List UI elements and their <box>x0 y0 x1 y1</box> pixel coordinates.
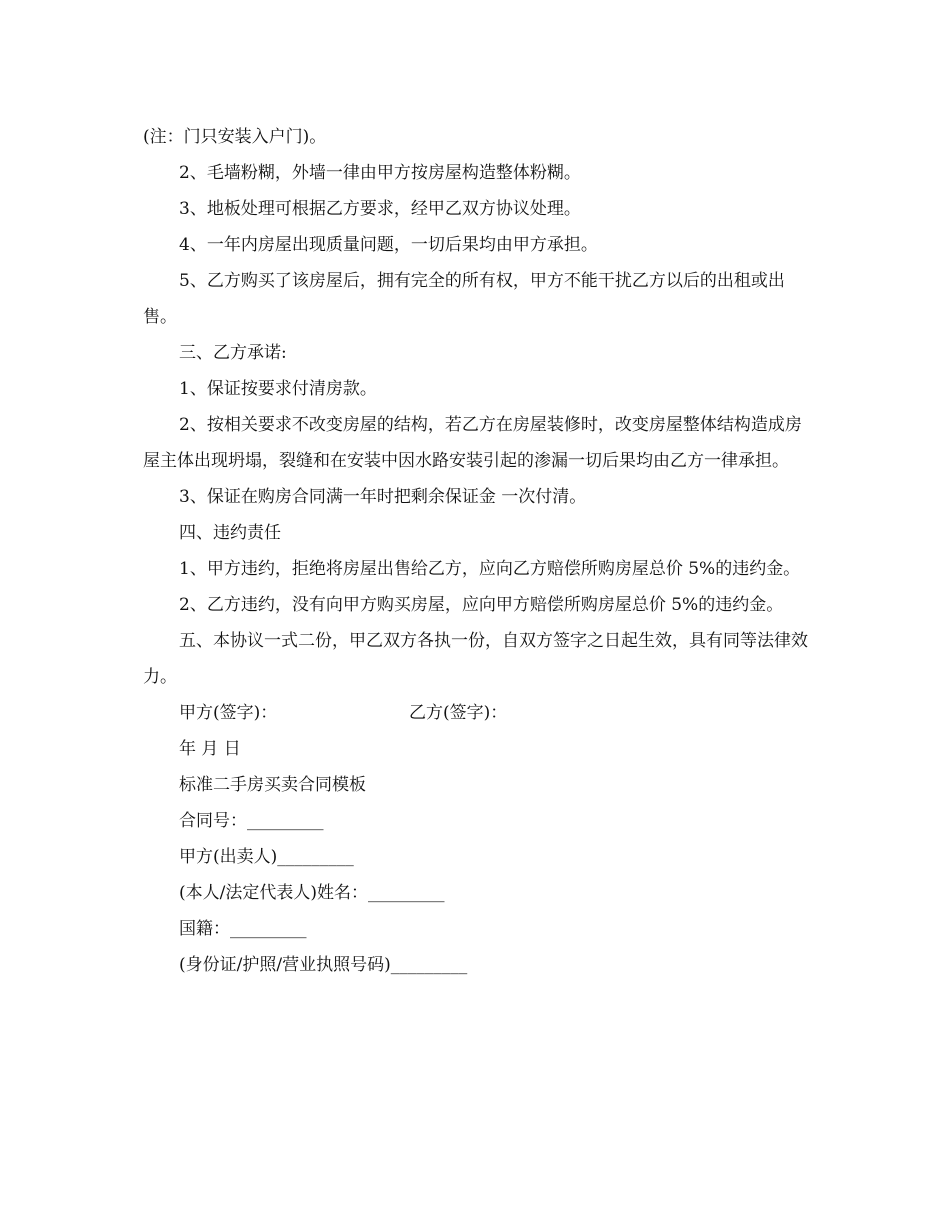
contract-number: 合同号：_________ <box>179 811 324 831</box>
party-b-signature: 乙方(签字)： <box>409 703 508 723</box>
clause-5-ownership: 5、乙方购买了该房屋后，拥有完全的所有权，甲方不能干扰乙方以后的出租或出售。 <box>143 271 785 327</box>
date-line: 年 月 日 <box>179 739 241 759</box>
clause-2-wall: 2、毛墙粉糊，外墙一律由甲方按房屋构造整体粉糊。 <box>179 163 581 183</box>
representative-name: (本人/法定代表人)姓名：_________ <box>179 883 445 903</box>
party-a-signature: 甲方(签字)： <box>179 703 278 723</box>
promise-1: 1、保证按要求付清房款。 <box>179 379 377 399</box>
clause-4-quality: 4、一年内房屋出现质量问题，一切后果均由甲方承担。 <box>179 235 598 255</box>
signature-row <box>143 695 808 731</box>
clause-3-floor: 3、地板处理可根据乙方要求，经甲乙双方协议处理。 <box>179 199 581 219</box>
seller-line: 甲方(出卖人)_________ <box>179 847 354 867</box>
breach-1: 1、甲方违约，拒绝将房屋出售给乙方，应向乙方赔偿所购房屋总价 5%的违约金。 <box>179 559 801 579</box>
document-body <box>143 119 808 983</box>
note-line: (注：门只安装入户门)。 <box>143 127 327 147</box>
promise-3: 3、保证在购房合同满一年时把剩余保证金 一次付清。 <box>179 487 587 507</box>
section-4-heading: 四、违约责任 <box>179 523 281 543</box>
promise-2: 2、按相关要求不改变房屋的结构，若乙方在房屋装修时，改变房屋整体结构造成房屋主体出现坍塌，裂缝和在安装中因水路安装引起的渗漏一切后果均由乙方一律承担。 <box>143 415 802 471</box>
id-number-line: (身份证/护照/营业执照号码)_________ <box>179 955 468 975</box>
section-5-effect: 五、本协议一式二份，甲乙双方各执一份，自双方签字之日起生效，具有同等法律效力。 <box>143 631 808 687</box>
breach-2: 2、乙方违约，没有向甲方购买房屋，应向甲方赔偿所购房屋总价 5%的违约金。 <box>179 595 784 615</box>
template-title: 标准二手房买卖合同模板 <box>179 775 366 795</box>
nationality-line: 国籍：_________ <box>179 919 307 939</box>
section-3-heading: 三、乙方承诺: <box>179 343 287 363</box>
